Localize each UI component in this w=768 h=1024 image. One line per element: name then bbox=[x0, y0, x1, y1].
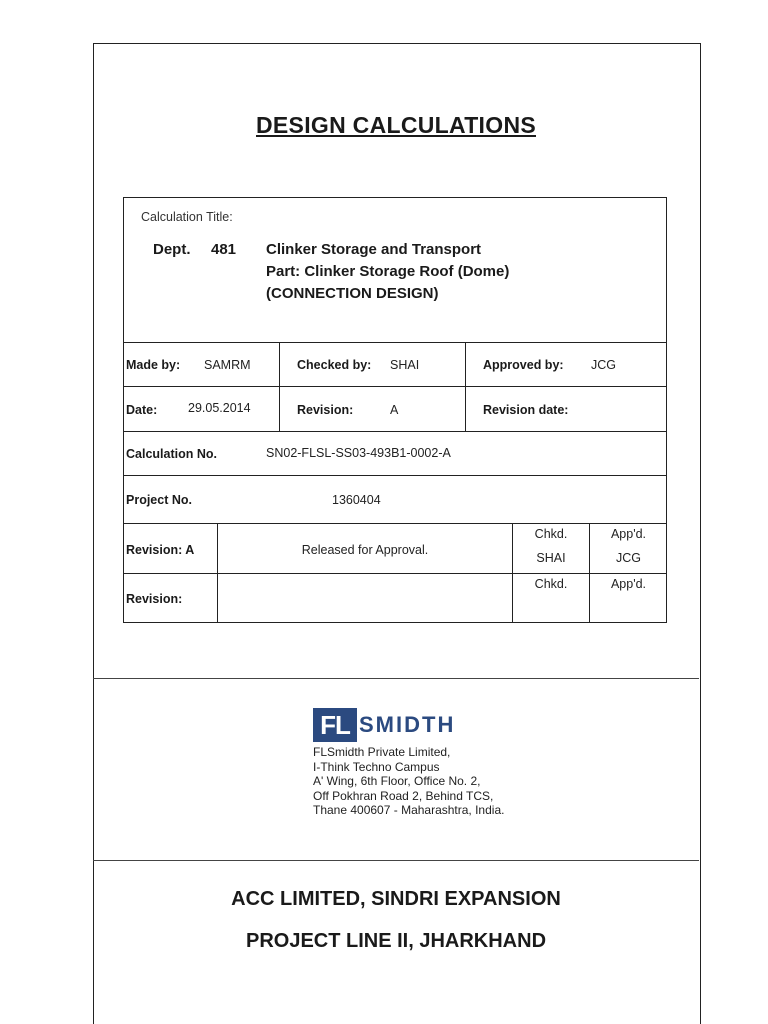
divider-bottom bbox=[93, 860, 699, 861]
logo-smidth-text: SMIDTH bbox=[359, 712, 456, 737]
table-rule bbox=[124, 386, 667, 387]
address-line: A' Wing, 6th Floor, Office No. 2, bbox=[313, 774, 481, 788]
revision-b-label: Revision: bbox=[126, 592, 183, 606]
table-rule bbox=[124, 342, 667, 343]
page-title: DESIGN CALCULATIONS bbox=[256, 112, 536, 138]
date-label: Date: bbox=[126, 403, 158, 417]
client-line2: PROJECT LINE II, JHARKHAND bbox=[245, 930, 547, 952]
calc-no-label: Calculation No. bbox=[126, 447, 217, 461]
calc-title-label: Calculation Title: bbox=[141, 210, 233, 224]
revision-a-chkd-label: Chkd. bbox=[534, 527, 568, 541]
flsmidth-logo bbox=[313, 708, 455, 742]
approved-by-value: JCG bbox=[591, 358, 616, 372]
address-line: I-Think Techno Campus bbox=[313, 759, 440, 774]
project-no-value: 1360404 bbox=[332, 493, 381, 507]
address-line: FLSmidth Private Limited, bbox=[313, 745, 451, 759]
project-no-label: Project No. bbox=[126, 493, 192, 507]
table-rule bbox=[124, 573, 667, 574]
revision-b-appd-label: App'd. bbox=[610, 577, 647, 591]
checked-by-value: SHAI bbox=[390, 358, 420, 372]
address-line: Thane 400607 - Maharashtra, India. bbox=[313, 803, 505, 817]
revision-a-chkd-value: SHAI bbox=[536, 551, 566, 565]
table-col-rule bbox=[465, 343, 466, 431]
calc-title-line2: Part: Clinker Storage Roof (Dome) bbox=[266, 263, 510, 280]
company-address bbox=[313, 745, 504, 818]
divider-top bbox=[93, 678, 699, 679]
client-line1: ACC LIMITED, SINDRI EXPANSION bbox=[231, 888, 561, 910]
table-col-rule bbox=[279, 343, 280, 431]
revision-a-description: Released for Approval. bbox=[301, 543, 429, 557]
approved-by-label: Approved by: bbox=[483, 358, 564, 372]
logo-fl-block: FL bbox=[313, 708, 357, 742]
revision-date-label: Revision date: bbox=[483, 403, 569, 417]
revision-a-label: Revision: A bbox=[126, 543, 195, 557]
dept-label: Dept. bbox=[153, 241, 191, 258]
address-line: Off Pokhran Road 2, Behind TCS, bbox=[313, 788, 494, 803]
revision-label: Revision: bbox=[297, 403, 354, 417]
table-rule bbox=[124, 475, 667, 476]
revision-value: A bbox=[390, 403, 399, 417]
table-col-rule bbox=[217, 524, 218, 623]
calc-no-value: SN02-FLSL-SS03-493B1-0002-A bbox=[266, 446, 451, 460]
revision-a-appd-value: JCG bbox=[616, 551, 641, 565]
table-rule bbox=[124, 523, 667, 524]
table-rule bbox=[124, 431, 667, 432]
revision-b-chkd-label: Chkd. bbox=[534, 577, 568, 591]
made-by-label: Made by: bbox=[126, 358, 181, 372]
calc-title-line1: Clinker Storage and Transport bbox=[266, 241, 482, 258]
made-by-value: SAMRM bbox=[204, 358, 251, 372]
revision-a-appd-label: App'd. bbox=[610, 527, 647, 541]
date-value: 29.05.2014 bbox=[188, 401, 251, 415]
checked-by-label: Checked by: bbox=[297, 358, 372, 372]
calc-title-line3: (CONNECTION DESIGN) bbox=[266, 285, 439, 302]
dept-number: 481 bbox=[211, 241, 237, 258]
